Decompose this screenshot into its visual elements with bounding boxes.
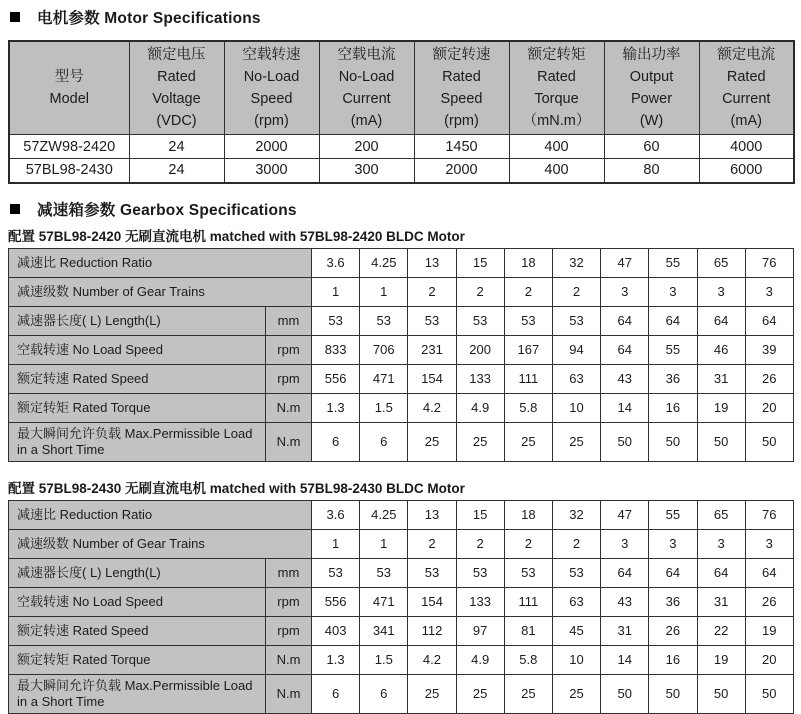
row-label-cell: 空载转速 No Load Speed xyxy=(9,587,266,616)
gear-value-cell: 6 xyxy=(360,422,408,461)
gear-value-cell: 154 xyxy=(408,364,456,393)
gear-value-cell: 26 xyxy=(649,616,697,645)
gearbox-section-title xyxy=(10,197,801,221)
unit-cell: rpm xyxy=(266,587,312,616)
gear-value-cell: 2 xyxy=(504,529,552,558)
row-label-cell: 减速比 Reduction Ratio xyxy=(9,500,312,529)
header-line: 型号 xyxy=(54,69,84,85)
gear-value-cell: 63 xyxy=(552,587,600,616)
gear-value-cell: 46 xyxy=(697,335,745,364)
gear-value-cell: 111 xyxy=(504,587,552,616)
motor-section-title-text: 电机参数 Motor Specifications xyxy=(37,10,261,27)
motor-column-header xyxy=(509,41,604,135)
gearbox-table-1 xyxy=(8,248,794,462)
unit-cell: N.m xyxy=(266,645,312,674)
gear-value-cell: 32 xyxy=(552,248,600,277)
gear-value-cell: 15 xyxy=(456,248,504,277)
header-line: Current xyxy=(342,91,391,107)
gear-value-cell: 25 xyxy=(552,674,600,713)
gear-value-cell: 64 xyxy=(745,558,793,587)
gear-value-cell: 53 xyxy=(456,306,504,335)
unit-cell: N.m xyxy=(266,393,312,422)
gear-value-cell: 15 xyxy=(456,500,504,529)
gear-value-cell: 4.2 xyxy=(408,645,456,674)
gear-value-cell: 18 xyxy=(504,248,552,277)
unit-cell: mm xyxy=(266,306,312,335)
gear-value-cell: 64 xyxy=(697,306,745,335)
gear-value-cell: 10 xyxy=(552,393,600,422)
gear-value-cell: 19 xyxy=(745,616,793,645)
gear-value-cell: 5.8 xyxy=(504,393,552,422)
gear-value-cell: 556 xyxy=(312,587,360,616)
gear-value-cell: 76 xyxy=(745,248,793,277)
spec-value-cell: 2000 xyxy=(414,159,509,183)
motor-column-header xyxy=(224,41,319,135)
gear-value-cell: 1 xyxy=(360,277,408,306)
gear-value-cell: 13 xyxy=(408,500,456,529)
gear-value-cell: 2 xyxy=(552,277,600,306)
gear-value-cell: 3 xyxy=(745,277,793,306)
model-cell: 57ZW98-2420 xyxy=(9,135,129,159)
gear-value-cell: 1.3 xyxy=(312,645,360,674)
gear-value-cell: 53 xyxy=(360,558,408,587)
row-label-cell: 减速器长度( L) Length(L) xyxy=(9,558,266,587)
row-label-cell: 空载转速 No Load Speed xyxy=(9,335,266,364)
gear-value-cell: 81 xyxy=(504,616,552,645)
gear-value-cell: 14 xyxy=(601,393,649,422)
motor-column-header xyxy=(699,41,794,135)
header-line: Rated xyxy=(157,69,196,85)
gear-value-cell: 16 xyxy=(649,393,697,422)
header-line: No-Load xyxy=(338,69,395,85)
gear-value-cell: 20 xyxy=(745,393,793,422)
gear-value-cell: 4.9 xyxy=(456,645,504,674)
gear-value-cell: 154 xyxy=(408,587,456,616)
gear-value-cell: 2 xyxy=(504,277,552,306)
unit-cell: N.m xyxy=(266,674,312,713)
gear-value-cell: 2 xyxy=(408,277,456,306)
gear-value-cell: 16 xyxy=(649,645,697,674)
gear-value-cell: 4.25 xyxy=(360,248,408,277)
gear-value-cell: 76 xyxy=(745,500,793,529)
header-line: Torque xyxy=(534,91,579,107)
gear-value-cell: 47 xyxy=(601,248,649,277)
gear-value-cell: 111 xyxy=(504,364,552,393)
gear-value-cell: 50 xyxy=(649,674,697,713)
table-row xyxy=(9,306,794,335)
header-line: Output xyxy=(629,69,674,85)
spec-value-cell: 80 xyxy=(604,159,699,183)
header-line: Rated xyxy=(726,69,766,85)
motor-header-row xyxy=(9,41,794,135)
table-row xyxy=(9,500,794,529)
header-line: Speed xyxy=(250,91,293,107)
gear-value-cell: 26 xyxy=(745,364,793,393)
gear-value-cell: 64 xyxy=(745,306,793,335)
table-row xyxy=(9,587,794,616)
header-line: 空载电流 xyxy=(337,47,396,63)
gear-value-cell: 53 xyxy=(408,558,456,587)
gear-value-cell: 31 xyxy=(697,364,745,393)
table-row xyxy=(9,364,794,393)
gear-value-cell: 50 xyxy=(745,422,793,461)
header-line: Rated xyxy=(442,69,481,85)
header-line: Model xyxy=(49,91,89,107)
gear-value-cell: 64 xyxy=(649,558,697,587)
gear-value-cell: 471 xyxy=(360,587,408,616)
gear-value-cell: 19 xyxy=(697,645,745,674)
gear-value-cell: 55 xyxy=(649,335,697,364)
gear-value-cell: 3 xyxy=(649,277,697,306)
gear-value-cell: 53 xyxy=(504,306,552,335)
gear-value-cell: 3 xyxy=(649,529,697,558)
header-line: 空载转速 xyxy=(242,47,301,63)
gear-value-cell: 20 xyxy=(745,645,793,674)
gear-value-cell: 833 xyxy=(312,335,360,364)
header-line: (rpm) xyxy=(254,113,289,129)
header-line: Voltage xyxy=(152,91,201,107)
gear-value-cell: 3 xyxy=(697,529,745,558)
motor-column-header xyxy=(414,41,509,135)
gear-value-cell: 6 xyxy=(360,674,408,713)
motor-table xyxy=(8,40,795,184)
table-row xyxy=(9,674,794,713)
table-row xyxy=(9,645,794,674)
gear-value-cell: 3.6 xyxy=(312,248,360,277)
header-line: 额定电流 xyxy=(717,47,776,63)
unit-cell: rpm xyxy=(266,616,312,645)
table-row xyxy=(9,616,794,645)
table-row xyxy=(9,135,794,159)
gearbox-table-2 xyxy=(8,500,794,714)
gear-value-cell: 50 xyxy=(745,674,793,713)
spec-value-cell: 400 xyxy=(509,135,604,159)
table-row xyxy=(9,558,794,587)
gear-value-cell: 32 xyxy=(552,500,600,529)
motor-column-header xyxy=(319,41,414,135)
table-row xyxy=(9,529,794,558)
motor-column-header xyxy=(129,41,224,135)
gear-value-cell: 43 xyxy=(601,364,649,393)
gear-value-cell: 706 xyxy=(360,335,408,364)
gear-value-cell: 64 xyxy=(601,335,649,364)
header-line: (rpm) xyxy=(444,113,479,129)
gear-value-cell: 26 xyxy=(745,587,793,616)
spec-value-cell: 400 xyxy=(509,159,604,183)
gear-value-cell: 31 xyxy=(601,616,649,645)
gear-value-cell: 19 xyxy=(697,393,745,422)
square-bullet-icon xyxy=(10,204,20,214)
gear-value-cell: 1.5 xyxy=(360,393,408,422)
gear-value-cell: 5.8 xyxy=(504,645,552,674)
gear-value-cell: 45 xyxy=(552,616,600,645)
gear-value-cell: 50 xyxy=(697,674,745,713)
gear-value-cell: 2 xyxy=(456,277,504,306)
header-line: (mA) xyxy=(350,113,383,129)
gear-value-cell: 1 xyxy=(312,277,360,306)
header-line: No-Load xyxy=(243,69,300,85)
gear-value-cell: 25 xyxy=(552,422,600,461)
gear-value-cell: 3.6 xyxy=(312,500,360,529)
row-label-cell: 最大瞬间允许负载 Max.Permissible Load in a Short Time xyxy=(9,674,266,713)
gear-value-cell: 133 xyxy=(456,364,504,393)
gear-value-cell: 55 xyxy=(649,248,697,277)
gear-value-cell: 25 xyxy=(456,422,504,461)
gear-value-cell: 50 xyxy=(601,422,649,461)
gear-value-cell: 31 xyxy=(697,587,745,616)
gear-value-cell: 3 xyxy=(601,277,649,306)
gear-value-cell: 4.2 xyxy=(408,393,456,422)
gear-value-cell: 53 xyxy=(504,558,552,587)
row-label-cell: 额定转速 Rated Speed xyxy=(9,364,266,393)
header-line: 额定转速 xyxy=(432,47,491,63)
gear-value-cell: 3 xyxy=(697,277,745,306)
motor-column-header xyxy=(604,41,699,135)
gear-value-cell: 4.9 xyxy=(456,393,504,422)
header-line: 额定转矩 xyxy=(527,47,586,63)
gear-value-cell: 471 xyxy=(360,364,408,393)
header-line: 额定电压 xyxy=(147,47,206,63)
gear-value-cell: 53 xyxy=(312,558,360,587)
gear-value-cell: 63 xyxy=(552,364,600,393)
gear-value-cell: 2 xyxy=(552,529,600,558)
gear-value-cell: 3 xyxy=(745,529,793,558)
gear-value-cell: 22 xyxy=(697,616,745,645)
spec-value-cell: 60 xyxy=(604,135,699,159)
motor-column-header xyxy=(9,41,129,135)
unit-cell: rpm xyxy=(266,364,312,393)
row-label-cell: 额定转矩 Rated Torque xyxy=(9,393,266,422)
gear-value-cell: 4.25 xyxy=(360,500,408,529)
row-label-cell: 额定转矩 Rated Torque xyxy=(9,645,266,674)
gear-value-cell: 556 xyxy=(312,364,360,393)
gear-value-cell: 65 xyxy=(697,248,745,277)
gear-value-cell: 64 xyxy=(697,558,745,587)
gear-value-cell: 53 xyxy=(552,306,600,335)
header-line: Current xyxy=(722,91,771,107)
gear-value-cell: 53 xyxy=(456,558,504,587)
header-line: Rated xyxy=(537,69,576,85)
header-line: Speed xyxy=(440,91,483,107)
row-label-cell: 减速级数 Number of Gear Trains xyxy=(9,529,312,558)
gear-value-cell: 97 xyxy=(456,616,504,645)
table-row xyxy=(9,393,794,422)
spec-value-cell: 6000 xyxy=(699,159,794,183)
gear-value-cell: 403 xyxy=(312,616,360,645)
gear-value-cell: 39 xyxy=(745,335,793,364)
header-line: （mN.m） xyxy=(522,113,591,129)
table-row xyxy=(9,422,794,461)
gear-value-cell: 53 xyxy=(360,306,408,335)
row-label-cell: 减速器长度( L) Length(L) xyxy=(9,306,266,335)
gear-value-cell: 133 xyxy=(456,587,504,616)
gear-value-cell: 10 xyxy=(552,645,600,674)
gear-value-cell: 25 xyxy=(408,674,456,713)
gearbox-caption-1: 配置 57BL98-2420 无刷直流电机 matched with 57BL98-2420 BLDC Motor xyxy=(8,228,465,244)
unit-cell: rpm xyxy=(266,335,312,364)
gear-value-cell: 65 xyxy=(697,500,745,529)
header-line: (VDC) xyxy=(156,113,197,129)
spec-value-cell: 24 xyxy=(129,135,224,159)
gear-value-cell: 25 xyxy=(504,674,552,713)
header-line: 输出功率 xyxy=(622,47,681,63)
gear-value-cell: 200 xyxy=(456,335,504,364)
gear-value-cell: 6 xyxy=(312,674,360,713)
spec-value-cell: 4000 xyxy=(699,135,794,159)
gear-value-cell: 53 xyxy=(312,306,360,335)
gear-value-cell: 2 xyxy=(456,529,504,558)
gearbox-caption-2: 配置 57BL98-2430 无刷直流电机 matched with 57BL98-2430 BLDC Motor xyxy=(8,480,465,496)
gear-value-cell: 167 xyxy=(504,335,552,364)
spec-value-cell: 2000 xyxy=(224,135,319,159)
row-label-cell: 最大瞬间允许负载 Max.Permissible Load in a Short Time xyxy=(9,422,266,461)
gear-value-cell: 50 xyxy=(649,422,697,461)
gear-value-cell: 25 xyxy=(504,422,552,461)
gear-value-cell: 50 xyxy=(601,674,649,713)
gearbox-section-title-text: 减速箱参数 Gearbox Specifications xyxy=(37,201,297,219)
table-row xyxy=(9,159,794,183)
motor-section-title xyxy=(10,5,801,29)
table-row xyxy=(9,277,794,306)
row-label-cell: 减速比 Reduction Ratio xyxy=(9,248,312,277)
gear-value-cell: 25 xyxy=(408,422,456,461)
table-row xyxy=(9,248,794,277)
gear-value-cell: 53 xyxy=(552,558,600,587)
spec-value-cell: 1450 xyxy=(414,135,509,159)
spec-value-cell: 300 xyxy=(319,159,414,183)
gear-value-cell: 1.3 xyxy=(312,393,360,422)
gear-value-cell: 1 xyxy=(360,529,408,558)
square-bullet-icon xyxy=(10,12,20,22)
gear-value-cell: 25 xyxy=(456,674,504,713)
gear-value-cell: 36 xyxy=(649,587,697,616)
gear-value-cell: 2 xyxy=(408,529,456,558)
gear-value-cell: 6 xyxy=(312,422,360,461)
unit-cell: mm xyxy=(266,558,312,587)
row-label-cell: 额定转速 Rated Speed xyxy=(9,616,266,645)
gear-value-cell: 13 xyxy=(408,248,456,277)
gear-value-cell: 14 xyxy=(601,645,649,674)
gear-value-cell: 50 xyxy=(697,422,745,461)
spec-value-cell: 3000 xyxy=(224,159,319,183)
gear-value-cell: 18 xyxy=(504,500,552,529)
gear-value-cell: 64 xyxy=(601,558,649,587)
gear-value-cell: 36 xyxy=(649,364,697,393)
gear-value-cell: 1.5 xyxy=(360,645,408,674)
gear-value-cell: 55 xyxy=(649,500,697,529)
gear-value-cell: 341 xyxy=(360,616,408,645)
table-row xyxy=(9,335,794,364)
model-cell: 57BL98-2430 xyxy=(9,159,129,183)
unit-cell: N.m xyxy=(266,422,312,461)
row-label-cell: 减速级数 Number of Gear Trains xyxy=(9,277,312,306)
gear-value-cell: 53 xyxy=(408,306,456,335)
gear-value-cell: 1 xyxy=(312,529,360,558)
gear-value-cell: 64 xyxy=(601,306,649,335)
gear-value-cell: 112 xyxy=(408,616,456,645)
header-line: (mA) xyxy=(730,113,762,129)
gear-value-cell: 3 xyxy=(601,529,649,558)
gear-value-cell: 47 xyxy=(601,500,649,529)
header-line: Power xyxy=(630,91,673,107)
spec-value-cell: 24 xyxy=(129,159,224,183)
gear-value-cell: 94 xyxy=(552,335,600,364)
spec-value-cell: 200 xyxy=(319,135,414,159)
header-line: (W) xyxy=(639,113,664,129)
gear-value-cell: 231 xyxy=(408,335,456,364)
gear-value-cell: 43 xyxy=(601,587,649,616)
gear-value-cell: 64 xyxy=(649,306,697,335)
